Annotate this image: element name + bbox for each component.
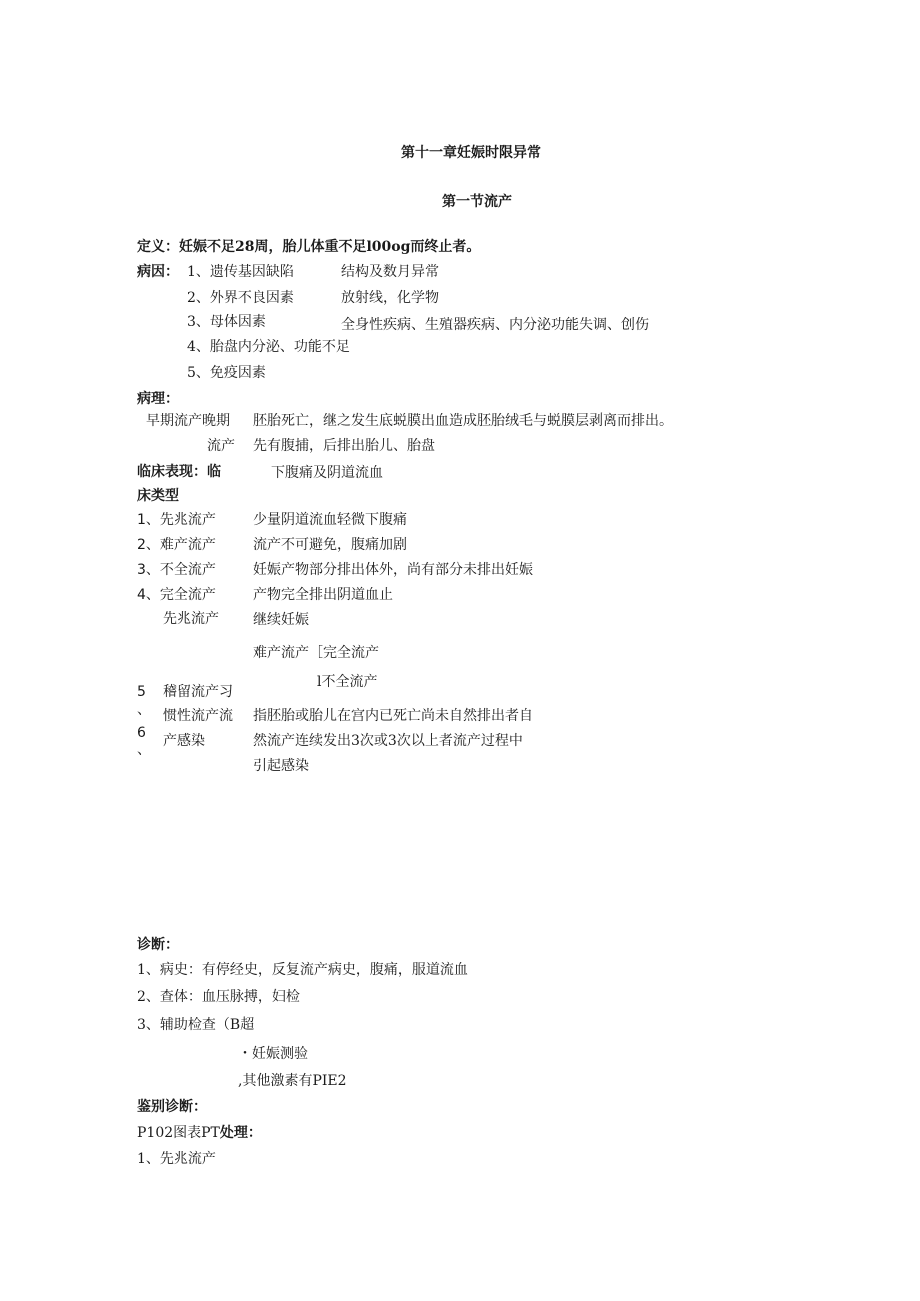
pathology-late-text: 先有腹捕，后排出胎儿、胎盘 bbox=[253, 438, 435, 454]
clinical-sep-6: 、 bbox=[137, 742, 151, 758]
clinical-text: 下腹痛及阴道流血 bbox=[271, 465, 383, 481]
clinical-type-3: 3、不全流产 bbox=[137, 562, 216, 578]
section-title: 第一节流产 bbox=[442, 194, 512, 210]
clinical-label: 临床表现：临 bbox=[137, 464, 221, 480]
diagnosis-sub-1: ・妊娠测验 bbox=[238, 1046, 308, 1062]
chapter-title: 第十一章妊娠时限异常 bbox=[401, 145, 541, 161]
clinical-type-3-desc: 妊娠产物部分排出体外，尚有部分未排出妊娠 bbox=[253, 562, 533, 578]
diagnosis-label: 诊断： bbox=[137, 937, 179, 953]
clinical-branch-line-2: l不全流产 bbox=[317, 674, 378, 690]
clinical-num-6: 6 bbox=[137, 725, 146, 741]
clinical-type-2-desc: 流产不可避免，腹痛加剧 bbox=[253, 537, 407, 553]
pathology-early-label: 早期流产晚期 bbox=[146, 413, 230, 429]
treatment-label: 处理： bbox=[219, 1125, 262, 1141]
treatment-line bbox=[137, 1126, 262, 1140]
clinical-type-5-desc-2: 然流产连续发出3次或3次以上者流产过程中 bbox=[253, 733, 523, 749]
etiology-item-4-name: 4、胎盘内分泌、功能不足 bbox=[187, 339, 350, 355]
definition-text: 定义：妊娠不足28周，胎儿体重不足l00og而终止者。 bbox=[137, 239, 481, 255]
etiology-item-1-detail: 结构及数月异常 bbox=[341, 264, 439, 280]
differential-label: 鉴别诊断： bbox=[137, 1099, 207, 1115]
etiology-item-2-name: 2、外界不良因素 bbox=[187, 290, 294, 306]
diagnosis-sub-2: ,其他激素有PIE2 bbox=[238, 1073, 347, 1089]
clinical-type-5-desc-3: 引起感染 bbox=[253, 758, 309, 774]
treatment-prefix: P102图表PT bbox=[137, 1125, 220, 1141]
clinical-type-6-name-2: 产感染 bbox=[163, 733, 205, 749]
clinical-type-4-desc: 产物完全排出阴道血止 bbox=[253, 587, 393, 603]
etiology-label: 病因： bbox=[137, 264, 179, 280]
clinical-type-5-name: 稽留流产习 bbox=[163, 684, 233, 700]
clinical-branch-line-1: 难产流产［完全流产 bbox=[253, 645, 379, 661]
clinical-type-1: 1、先兆流产 bbox=[137, 512, 216, 528]
diagnosis-item-1: 1、病史：有停经史，反复流产病史，腹痛，服道流血 bbox=[137, 962, 468, 978]
clinical-type-4: 4、完全流产 bbox=[137, 587, 216, 603]
etiology-item-5-name: 5、免疫因素 bbox=[187, 365, 266, 381]
etiology-item-1-name: 1、遗传基因缺陷 bbox=[187, 264, 294, 280]
pathology-label: 病理： bbox=[137, 391, 179, 407]
clinical-extra-name: 先兆流产 bbox=[163, 611, 219, 627]
pathology-early-text: 胚胎死亡，继之发生底蜕膜出血造成胚胎绒毛与蜕膜层剥离而排出。 bbox=[253, 413, 673, 429]
diagnosis-item-2: 2、查体：血压脉搏，妇检 bbox=[137, 989, 300, 1005]
clinical-type-label: 床类型 bbox=[137, 488, 179, 504]
clinical-type-6-name-1: 惯性流产流 bbox=[163, 708, 233, 724]
clinical-type-1-desc: 少量阴道流血轻微下腹痛 bbox=[253, 512, 407, 528]
clinical-sep-5: 、 bbox=[137, 702, 151, 718]
etiology-item-2-detail: 放射线，化学物 bbox=[341, 290, 439, 306]
diagnosis-item-3: 3、辅助检查（B超 bbox=[137, 1017, 255, 1033]
etiology-item-3-detail: 全身性疾病、生殖器疾病、内分泌功能失调、创伤 bbox=[341, 317, 649, 333]
clinical-type-5-desc-1: 指胚胎或胎儿在宫内已死亡尚未自然排出者自 bbox=[253, 708, 533, 724]
clinical-extra-desc: 继续妊娠 bbox=[253, 612, 309, 628]
treatment-item-1: 1、先兆流产 bbox=[137, 1151, 216, 1167]
etiology-item-3-name: 3、母体因素 bbox=[187, 314, 266, 330]
pathology-late-label: 流产 bbox=[207, 438, 235, 454]
clinical-type-2: 2、难产流产 bbox=[137, 537, 216, 553]
clinical-num-5: 5 bbox=[137, 684, 146, 700]
